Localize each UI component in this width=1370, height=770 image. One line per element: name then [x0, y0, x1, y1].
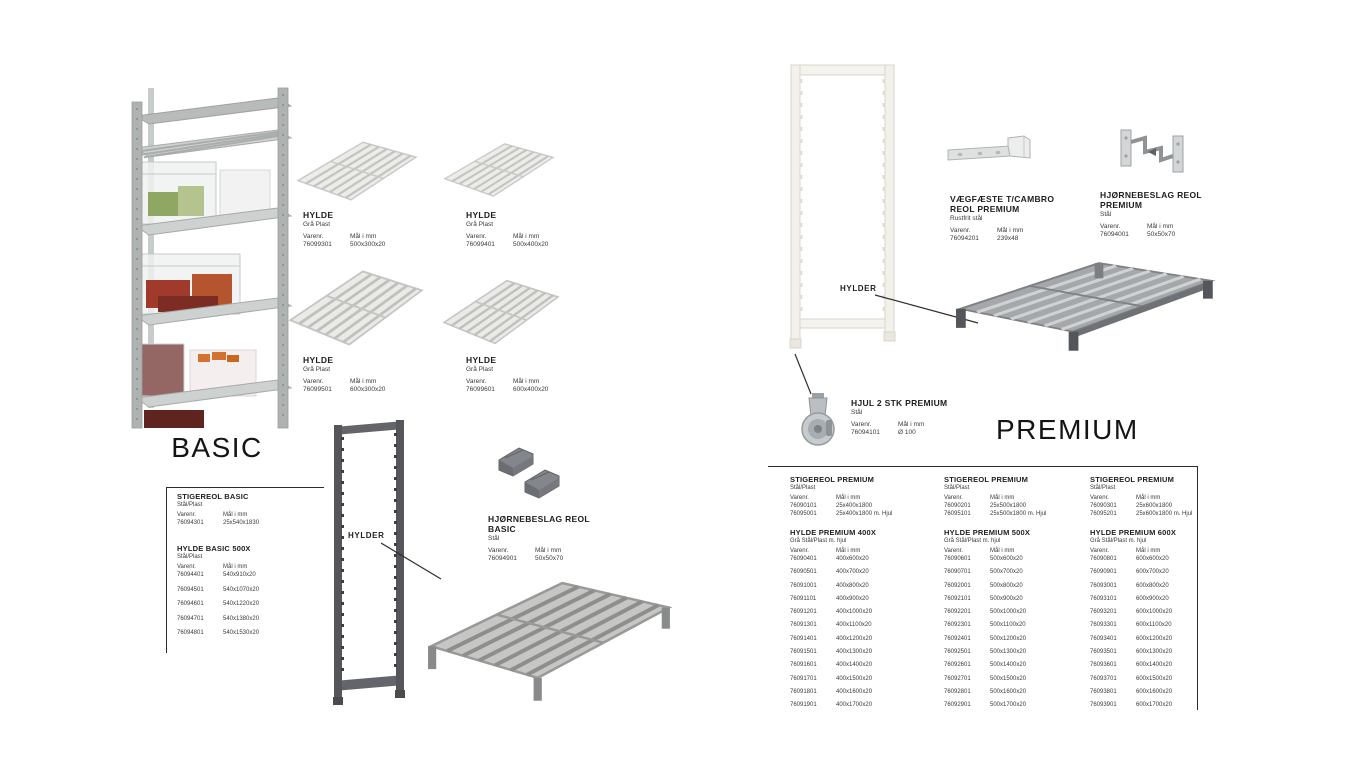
product-dimensions: 600x300x20	[350, 385, 386, 393]
table-row: 76093501 600x1300x20	[1090, 649, 1173, 656]
table-row: 76091701 400x1500x20	[790, 675, 873, 682]
table-row: 76093001 600x800x20	[1090, 582, 1169, 589]
product-varenr: 76094001	[1100, 230, 1129, 238]
table-row: 76092901 500x1700x20	[944, 702, 1027, 709]
table-row: 76093201 600x1000x20	[1090, 609, 1173, 616]
product-dimensions: 50x50x70	[535, 554, 564, 562]
product-dimensions: Ø 100	[898, 428, 916, 436]
hjul-premium-image	[796, 392, 844, 450]
product-material: Grå Plast	[466, 221, 494, 228]
premium-stigereol-col-400: STIGEREOL PREMIUM Stål/Plast Varenr. Mål i mm 76090101 25x400x1800 76095001 25x400x1800 m. Hjul	[790, 475, 938, 518]
product-material: Grå Plast	[303, 366, 331, 373]
table-row: 76090501 400x700x20	[790, 569, 869, 576]
table-row: 76092601 500x1400x20	[944, 662, 1027, 669]
table-row: 76092001 500x800x20	[944, 582, 1023, 589]
table-row: 76094501 540x1070x20	[177, 586, 260, 593]
hylder-callout-basic: HYLDER	[348, 531, 385, 540]
table-row: 76092801 500x1600x20	[944, 688, 1027, 695]
vaegfaeste-image	[946, 132, 1036, 172]
table-row: 76092201 500x1000x20	[944, 609, 1027, 616]
table-row: 76091101 400x900x20	[790, 595, 869, 602]
basic-shelf-large-image	[427, 576, 673, 706]
table-row: 76091901 400x1700x20	[790, 702, 873, 709]
product-label-hylde-500x300: HYLDE Grå Plast Varenr. 76099301 Mål i mm 500x300x20	[303, 210, 386, 248]
hylde-600x300-image	[288, 266, 424, 350]
hylde-500x300-image	[296, 138, 418, 204]
table-row: 76091601 400x1400x20	[790, 662, 873, 669]
table-row: 76090201 25x500x1800	[944, 503, 1027, 509]
basic-shelving-unit-photo	[128, 58, 294, 430]
product-label-hylde-600x300: HYLDE Grå Plast Varenr. 76099501 Mål i mm 600x300x20	[303, 355, 386, 393]
table-row: 76094601 540x1220x20	[177, 601, 260, 607]
table-row: 76091201 400x1000x20	[790, 609, 873, 616]
table-row: 76093601 600x1400x20	[1090, 662, 1173, 669]
table-row: 76092701 500x1500x20	[944, 675, 1027, 682]
premium-stigereol-col-600: STIGEREOL PREMIUM Stål/Plast Varenr. Mål i mm 76090301 25x600x1800 76095201 25x600x1800 m. Hjul	[1090, 475, 1238, 518]
product-varenr: 76094201	[950, 234, 979, 242]
basic-hylde-table: HYLDE BASIC 500X Stål/Plast Varenr. Mål i mm 76094401 540x910x20 76094501 540x1070x20 76094601 540x1220x20 76094701 540x1380x20 76094801 540x1530x20	[177, 544, 317, 644]
product-label-hjornebeslag-basic: HJØRNEBESLAG REOL BASIC Stål Varenr. 76094901 Mål i mm 50x50x70	[488, 514, 590, 562]
product-label-hylde-600x400: HYLDE Grå Plast Varenr. 76099601 Mål i mm 600x400x20	[466, 355, 549, 393]
table-row: 76092501 500x1300x20	[944, 649, 1027, 656]
table-row: 76093801 600x1600x20	[1090, 688, 1173, 695]
hylder-callout-premium: HYLDER	[840, 284, 877, 293]
premium-section-title: PREMIUM	[996, 414, 1139, 445]
table-row: 76090701 500x700x20	[944, 569, 1023, 576]
product-varenr: 76099501	[303, 385, 332, 393]
table-row: 76090801 600x600x20	[1090, 556, 1169, 562]
hjornebeslag-basic-image	[497, 444, 571, 506]
product-varenr: 76099601	[466, 385, 495, 393]
product-title: HYLDE	[303, 355, 334, 365]
table-row: 76090401 400x600x20	[790, 556, 869, 562]
table-row: 76094401 540x910x20	[177, 572, 256, 578]
table-row: 76090601 500x600x20	[944, 556, 1023, 562]
product-varenr: 76099301	[303, 240, 332, 248]
product-label-vaegfaeste: VÆGFÆSTE T/CAMBRO REOL PREMIUM Rustfrit stål Varenr. 76094201 Mål i mm 239x48	[950, 194, 1055, 242]
table-row: 76094301 25x540x1830	[177, 520, 260, 526]
table-row: 76091501 400x1300x20	[790, 649, 873, 656]
product-varenr: 76094101	[851, 428, 880, 436]
table-row: 76090301 25x600x1800	[1090, 503, 1173, 509]
product-label-hjornebeslag-premium: HJØRNEBESLAG REOL PREMIUM Stål Varenr. 76094001 Mål i mm 50x50x70	[1100, 190, 1202, 238]
table-row: 76091301 400x1100x20	[790, 622, 872, 629]
product-title: HYLDE	[303, 210, 334, 220]
product-title: HYLDE	[466, 210, 497, 220]
table-row: 76090901 600x700x20	[1090, 569, 1169, 576]
product-material: Grå Plast	[466, 366, 494, 373]
premium-hylde-col-600: HYLDE PREMIUM 600X Grå Stål/Plast m. hjul Varenr. Mål i mm 76090801 600x600x20 76090901 600x700x20 76093001 600x800x20 76093101 600x900x20 76093201 600x1000x20 76093301 600x1100x20 76093401 600x1200x20 76093501 600x1300x20 76093601 600x1400x20 76093701 600x1500x20 76093801 600x1600x20 76093901 600x1700x20	[1090, 528, 1238, 715]
premium-shelf-image	[956, 258, 1216, 352]
table-row: 76094701 540x1380x20	[177, 615, 260, 622]
table-row: 76093901 600x1700x20	[1090, 702, 1173, 709]
table-row: 76092401 500x1200x20	[944, 635, 1027, 642]
table-row: 76094801 540x1530x20	[177, 630, 260, 636]
table-row: 76091801 400x1600x20	[790, 688, 873, 695]
basic-stigereol-table: STIGEREOL BASIC Stål/Plast Varenr. Mål i mm 76094301 25x540x1830	[177, 492, 317, 527]
premium-hylde-col-500: HYLDE PREMIUM 500X Grå Stål/Plast m. hjul Varenr. Mål i mm 76090601 500x600x20 76090701 500x700x20 76092001 500x800x20 76092101 500x900x20 76092201 500x1000x20 76092301 500x1100x20 76092401 500x1200x20 76092501 500x1300x20 76092601 500x1400x20 76092701 500x1500x20 76092801 500x1600x20 76092901 500x1700x20	[944, 528, 1092, 715]
product-dimensions: 600x400x20	[513, 385, 549, 393]
product-varenr: 76099401	[466, 240, 495, 248]
table-row: 76093301 600x1100x20	[1090, 622, 1172, 629]
table-row: 76095001 25x400x1800 m. Hjul	[790, 511, 893, 517]
product-dimensions: 500x400x20	[513, 240, 549, 248]
premium-stigereol-col-500: STIGEREOL PREMIUM Stål/Plast Varenr. Mål i mm 76090201 25x500x1800 76095101 25x500x1800 m. Hjul	[944, 475, 1092, 518]
table-row: 76091001 400x800x20	[790, 582, 869, 589]
hjornebeslag-premium-image	[1118, 126, 1186, 178]
table-row: 76093101 600x900x20	[1090, 595, 1169, 602]
table-row: 76091401 400x1200x20	[790, 635, 873, 642]
product-title: HYLDE	[466, 355, 497, 365]
table-row: 76093401 600x1200x20	[1090, 635, 1173, 642]
product-dimensions: 500x300x20	[350, 240, 386, 248]
table-row: 76092301 500x1100x20	[944, 622, 1026, 629]
hylde-600x400-image	[442, 276, 560, 348]
product-varenr: 76094901	[488, 554, 517, 562]
basic-section-title: BASIC	[171, 432, 263, 463]
table-row: 76095101 25x500x1800 m. Hjul	[944, 511, 1047, 517]
product-label-hjul-premium: HJUL 2 STK PREMIUM Stål Varenr. 76094101 Mål i mm Ø 100	[851, 398, 948, 436]
table-row: 76090101 25x400x1800	[790, 503, 873, 509]
leader-line-wheel	[792, 352, 818, 396]
product-dimensions: 50x50x70	[1147, 230, 1176, 238]
table-row: 76095201 25x600x1800 m. Hjul	[1090, 511, 1193, 517]
product-material: Grå Plast	[303, 221, 331, 228]
product-dimensions: 239x48	[997, 234, 1019, 242]
product-label-hylde-500x400: HYLDE Grå Plast Varenr. 76099401 Mål i mm 500x400x20	[466, 210, 549, 248]
hylde-500x400-image	[443, 140, 555, 200]
premium-hylde-col-400: HYLDE PREMIUM 400X Grå Stål/Plast m. hjul Varenr. Mål i mm 76090401 400x600x20 76090501 400x700x20 76091001 400x800x20 76091101 400x900x20 76091201 400x1000x20 76091301 400x1100x20 76091401 400x1200x20 76091501 400x1300x20 76091601 400x1400x20 76091701 400x1500x20 76091801 400x1600x20 76091901 400x1700x20	[790, 528, 938, 715]
table-row: 76093701 600x1500x20	[1090, 675, 1173, 682]
table-row: 76092101 500x900x20	[944, 595, 1023, 602]
